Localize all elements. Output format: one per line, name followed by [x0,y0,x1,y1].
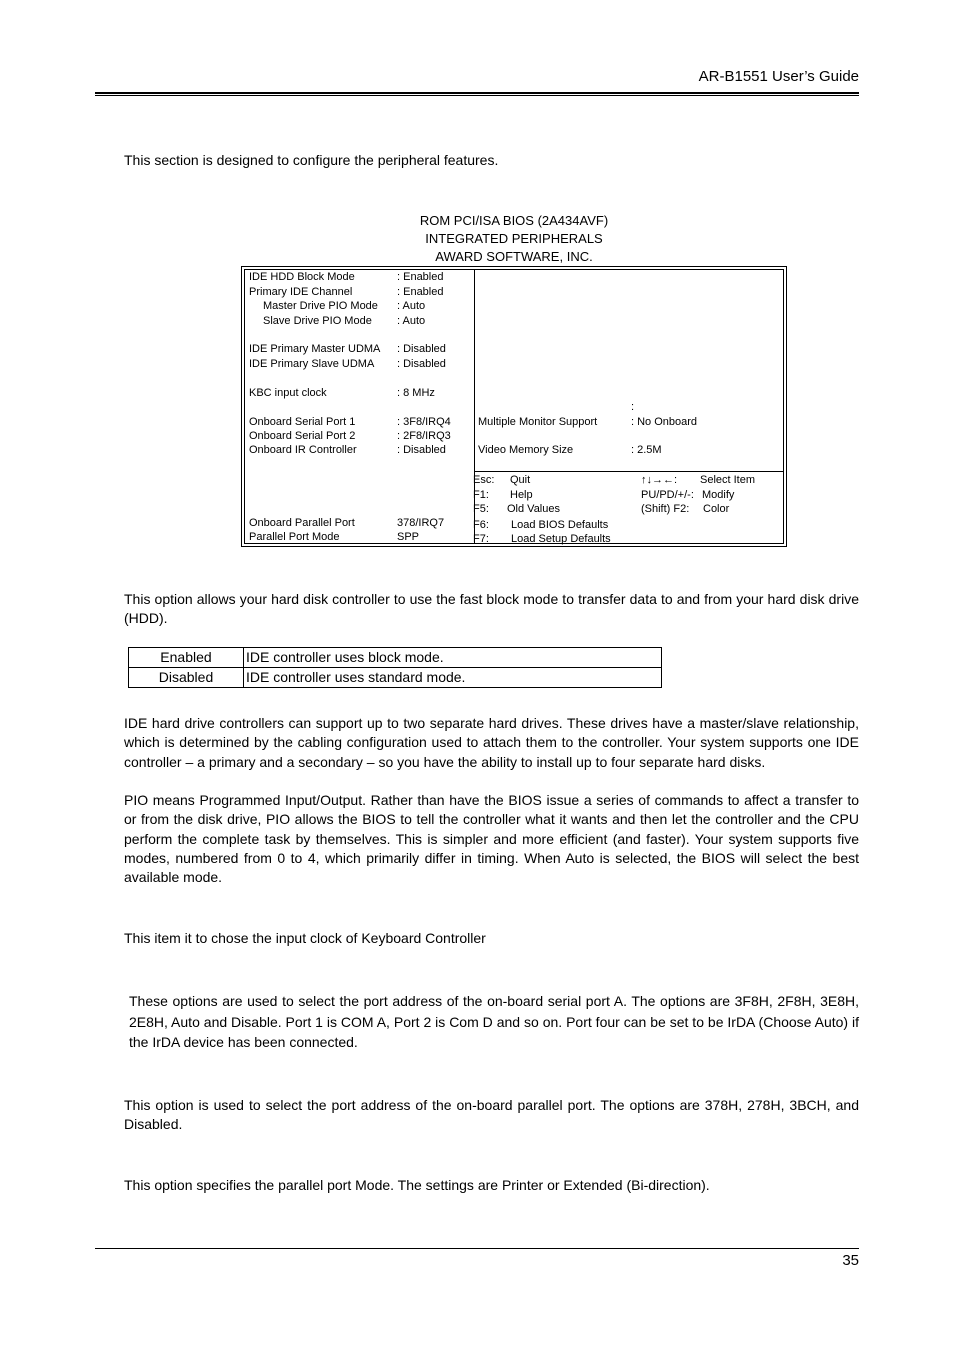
header-rule [95,92,859,96]
bios-key-action: Help [510,489,533,501]
option-description: IDE controller uses block mode. [244,648,662,668]
option-name: Disabled [129,668,244,688]
hdd-block-options-table [128,647,662,688]
bios-key: ↑↓→←: [641,474,678,486]
bios-item-label: Multiple Monitor Support [478,416,598,428]
option-description: IDE controller uses standard mode. [244,668,662,688]
parallel-mode-paragraph: This option specifies the parallel port Mode. The settings are Printer or Extended (Bi-direction). [124,1177,710,1193]
bios-item-value: 378/IRQ7 [397,517,445,529]
bios-key-action: Load Setup Defaults [511,533,611,545]
bios-item-value: : Disabled [397,444,446,456]
bios-item-value: : No Onboard [631,416,698,428]
bios-key-divider [474,471,783,472]
bios-key: (Shift) F2: [641,503,690,515]
bios-item-value: : Disabled [397,343,446,355]
bios-item-value: : 2F8/IRQ3 [397,430,451,442]
bios-item-label: Onboard Parallel Port [249,517,355,529]
bios-item-value: : Disabled [397,358,446,370]
serial-paragraph: These options are used to select the port address of the on-board serial port A. The options are 3F8H, 2F8H, 3E8H, 2E8H, Auto and Disable. Port 1 is COM A, Port 2 is Com D and so on. Port four can be set to be IrDA (Choose Auto) if the IrDA device has been connected. [129,993,859,1050]
page-number: 35 [842,1252,859,1269]
bios-key-action: Old Values [507,503,560,515]
bios-item-value: : Enabled [397,286,444,298]
bios-key: F1: [473,489,489,501]
bios-title-2: INTEGRATED PERIPHERALS [425,231,603,246]
bios-item-label: Onboard Serial Port 2 [249,430,356,442]
bios-title-3: AWARD SOFTWARE, INC. [435,249,593,264]
table-row [129,668,662,688]
footer-rule [95,1248,859,1249]
parallel-port-paragraph: This option is used to select the port address of the on-board parallel port. The options are 378H, 278H, 3BCH, and Disabled. [124,1097,859,1133]
pio-paragraph: PIO means Programmed Input/Output. Rather than have the BIOS issue a series of commands to affect a transfer to or from the disk drive, PIO allows the BIOS to tell the controller what it wants and then let the controller and the CPU perform the complete task by themselves. This is simpler and more efficient (and faster). Your system supports five modes, numbered from 0 to 4, which primarily differ in timing. When Auto is selected, the BIOS will select the best available mode. [124,792,859,886]
bios-key-action: Quit [510,474,531,486]
bios-item-value: : Auto [397,300,426,312]
bios-item-value: : 8 MHz [397,387,435,399]
bios-item-value: SPP [397,531,420,543]
bios-key: F6: [473,519,489,531]
bios-item-label: Onboard IR Controller [249,444,357,456]
bios-key: F7: [473,533,489,545]
bios-item-value: : 2.5M [631,444,662,456]
bios-key-action: Color [703,503,730,515]
bios-item-label: KBC input clock [249,387,327,399]
bios-key-action: Load BIOS Defaults [511,519,609,531]
bios-item-label: Parallel Port Mode [249,531,340,543]
bios-item-label: IDE HDD Block Mode [249,271,355,283]
bios-item-label: Slave Drive PIO Mode [263,315,372,327]
bios-key: PU/PD/+/-: [641,489,694,501]
bios-item-value: : 3F8/IRQ4 [397,416,451,428]
bios-screen [241,266,787,547]
bios-item-value: : Enabled [397,271,444,283]
option-name: Enabled [129,648,244,668]
intro-paragraph: This section is designed to configure the peripheral features. [124,152,499,168]
bios-key: Esc: [473,474,495,486]
bios-item-label: IDE Primary Slave UDMA [249,358,375,370]
ide-paragraph: IDE hard drive controllers can support up to two separate hard drives. These drives have a master/slave relationship, which is determined by the cabling configuration used to attach them to the controller. Your system supports one IDE controller – a primary and a secondary – so you have the ability to install up to four separate hard disks. [124,715,859,770]
bios-item-label: Onboard Serial Port 1 [249,416,356,428]
bios-item-label: Master Drive PIO Mode [263,300,378,312]
document-header-title: AR-B1551 User’s Guide [698,68,859,85]
bios-key: F5: [473,503,489,515]
table-row [129,648,662,668]
bios-item-label: IDE Primary Master UDMA [249,343,381,355]
bios-title-1: ROM PCI/ISA BIOS (2A434AVF) [419,213,609,228]
bios-key-action: Modify [702,489,735,501]
bios-item-value: : Auto [397,315,426,327]
bios-key-action: Select Item [700,474,756,486]
kbc-paragraph: This item it to chose the input clock of Keyboard Controller [124,930,486,946]
bios-item-label: Primary IDE Channel [249,286,353,298]
hdd-block-paragraph: This option allows your hard disk controller to use the fast block mode to transfer data to and from your hard disk drive (HDD). [124,591,859,627]
bios-colon: : [631,401,635,413]
bios-item-label: Video Memory Size [478,444,574,456]
